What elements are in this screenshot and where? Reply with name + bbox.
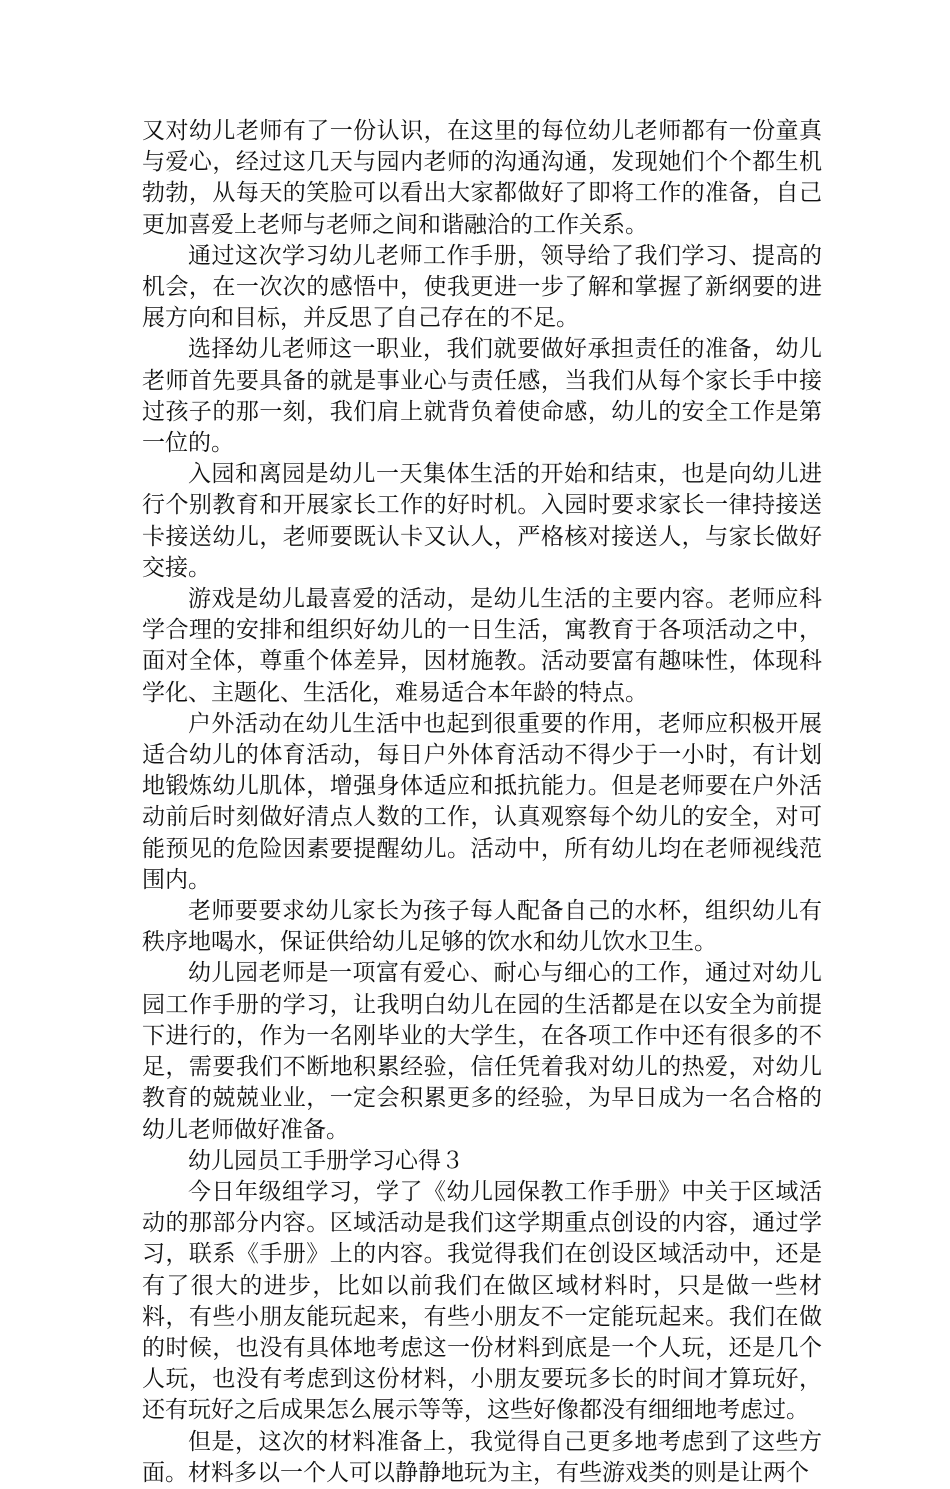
paragraph-9: 今日年级组学习，学了《幼儿园保教工作手册》中关于区域活动的那部分内容。区域活动是我们这学期重点创设的内容，通过学习，联系《手册》上的内容。我觉得我们在创设区域活动中，还是有了很大的进步，比如以前我们在做区域材料时，只是做一些材料，有些小朋友能玩起来，有些小朋友不一定能玩起来。我们在做的时候，也没有具体地考虑这一份材料到底是一个人玩，还是几个人玩，也没有考虑到这份材料，小朋友要玩多长的时间才算玩好，还有玩好之后成果怎么展示等等，这些好像都没有细细地考虑过。 bbox=[142, 1178, 822, 1424]
section-heading: 幼儿园员工手册学习心得３ bbox=[188, 1147, 464, 1174]
paragraph-5: 游戏是幼儿最喜爱的活动，是幼儿生活的主要内容。老师应科学合理的安排和组织好幼儿的一日生活，寓教育于各项活动之中，面对全体，尊重个体差异，因材施教。活动要富有趣味性，体现科学化、主题化、生活化，难易适合本年龄的特点。 bbox=[142, 586, 822, 706]
paragraph-4: 入园和离园是幼儿一天集体生活的开始和结束，也是向幼儿进行个别教育和开展家长工作的好时机。入园时要求家长一律持接送卡接送幼儿，老师要既认卡又认人，严格核对接送人，与家长做好交接。 bbox=[142, 461, 822, 581]
paragraph-7: 老师要要求幼儿家长为孩子每人配备自己的水杯，组织幼儿有秩序地喝水，保证供给幼儿足够的饮水和幼儿饮水卫生。 bbox=[142, 898, 822, 956]
paragraph-2: 通过这次学习幼儿老师工作手册，领导给了我们学习、提高的机会，在一次次的感悟中，使我更进一步了解和掌握了新纲要的进展方向和目标，并反思了自己存在的不足。 bbox=[142, 242, 822, 332]
document-page bbox=[142, 116, 822, 1489]
paragraph-6: 户外活动在幼儿生活中也起到很重要的作用，老师应积极开展适合幼儿的体育活动，每日户外体育活动不得少于一小时，有计划地锻炼幼儿肌体，增强身体适应和抵抗能力。但是老师要在户外活动前后时刻做好清点人数的工作，认真观察每个幼儿的安全，对可能预见的危险因素要提醒幼儿。活动中，所有幼儿均在老师视线范围内。 bbox=[142, 710, 822, 893]
paragraph-8: 幼儿园老师是一项富有爱心、耐心与细心的工作，通过对幼儿园工作手册的学习，让我明白幼儿在园的生活都是在以安全为前提下进行的，作为一名刚毕业的大学生，在各项工作中还有很多的不足，需要我们不断地积累经验，信任凭着我对幼儿的热爱，对幼儿教育的兢兢业业，一定会积累更多的经验，为早日成为一名合格的幼儿老师做好准备。 bbox=[142, 960, 822, 1143]
paragraph-10: 但是，这次的材料准备上，我觉得自己更多地考虑到了这些方面。材料多以一个人可以静静地玩为主，有些游戏类的则是让两个 bbox=[142, 1428, 822, 1486]
paragraph-1: 又对幼儿老师有了一份认识，在这里的每位幼儿老师都有一份童真与爱心，经过这几天与园内老师的沟通沟通，发现她们个个都生机勃勃，从每天的笑脸可以看出大家都做好了即将工作的准备，自己更加喜爱上老师与老师之间和谐融洽的工作关系。 bbox=[142, 118, 822, 238]
paragraph-3: 选择幼儿老师这一职业，我们就要做好承担责任的准备，幼儿老师首先要具备的就是事业心与责任感，当我们从每个家长手中接过孩子的那一刻，我们肩上就背负着使命感，幼儿的安全工作是第一位的。 bbox=[142, 336, 822, 457]
